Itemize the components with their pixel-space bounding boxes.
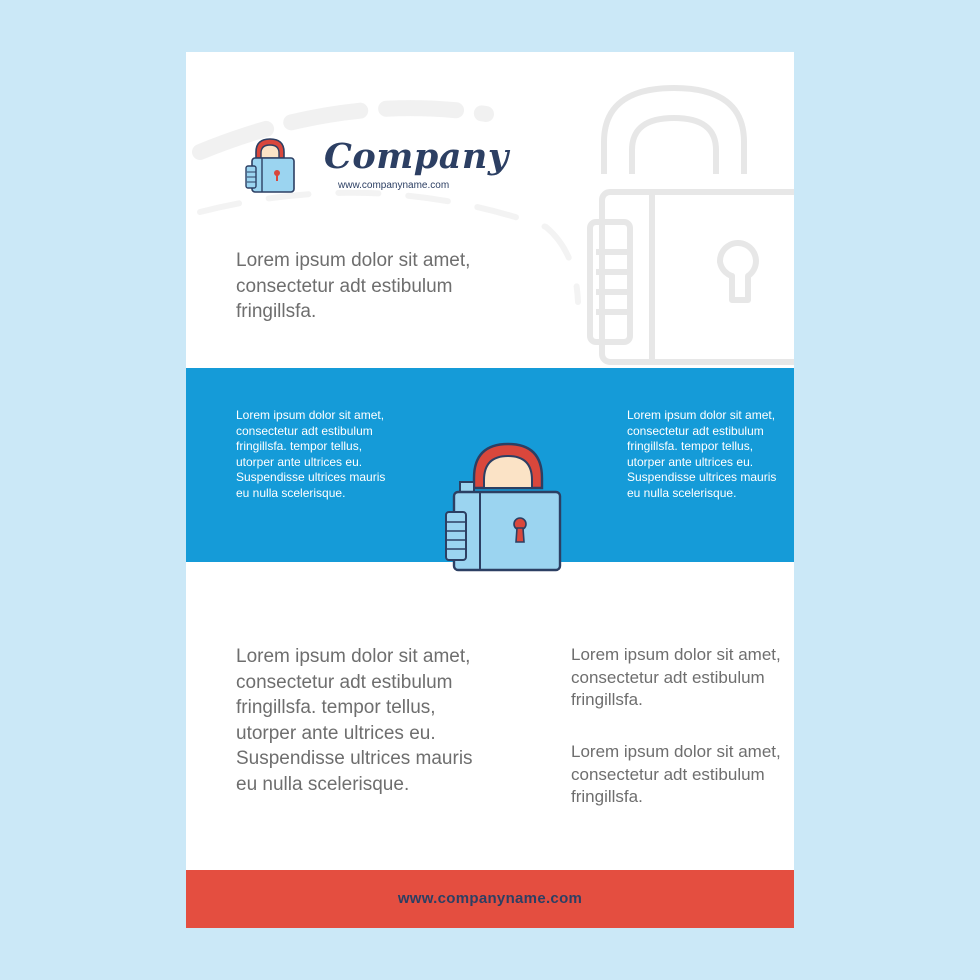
highlight-band: [186, 368, 794, 562]
logo-padlock-icon: [244, 136, 296, 196]
center-padlock-icon: [444, 438, 566, 576]
brand-url: www.companyname.com: [338, 180, 450, 191]
brochure-page: [186, 52, 794, 928]
body-right-text-1: Lorem ipsum dolor sit amet, consectetur adt estibulum fringillsfa.: [571, 645, 781, 710]
body-right-text-2: Lorem ipsum dolor sit amet, consectetur adt estibulum fringillsfa.: [571, 742, 781, 807]
brand-name: Company: [324, 136, 509, 177]
intro-text: Lorem ipsum dolor sit amet, consectetur adt estibulum fringillsfa.: [236, 250, 471, 322]
background-padlock-icon: [582, 82, 794, 372]
body-left-text: Lorem ipsum dolor sit amet, consectetur adt estibulum fringillsfa. tempor tellus, utorper ante ultrices eu. Suspendisse ultrices mauris eu nulla scelerisque.: [236, 646, 473, 795]
band-left-text: Lorem ipsum dolor sit amet, consectetur adt estibulum fringillsfa. tempor tellus, utorper ante ultrices eu. Suspendisse ultrices mauris eu nulla scelerisque.: [236, 408, 386, 500]
footer-bar: [186, 870, 794, 928]
band-right-text: Lorem ipsum dolor sit amet, consectetur adt estibulum fringillsfa. tempor tellus, utorper ante ultrices eu. Suspendisse ultrices mauris eu nulla scelerisque.: [627, 408, 777, 500]
footer-url: www.companyname.com: [397, 890, 583, 907]
